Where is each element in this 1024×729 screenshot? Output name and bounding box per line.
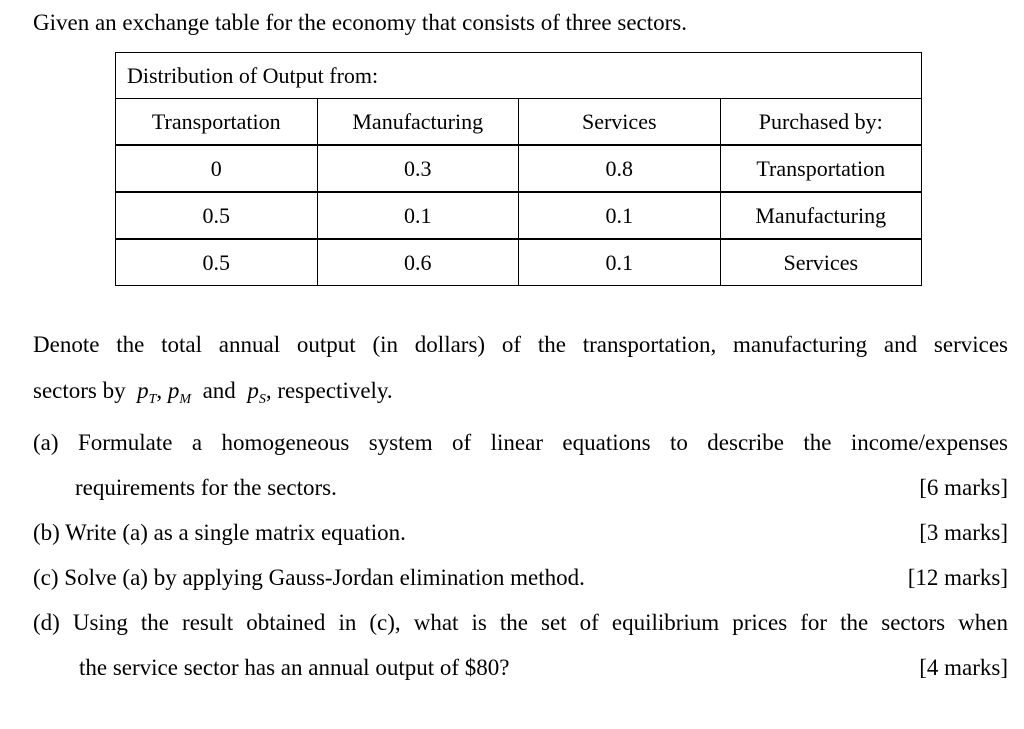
var-p-t: $p_T$ bbox=[137, 378, 157, 407]
question-c-marks: [12 marks] bbox=[907, 565, 1008, 590]
table-header-row bbox=[116, 99, 922, 146]
question-a-line-2: requirements for the sectors. bbox=[75, 475, 337, 500]
question-b-line-1: (b) Write (a) as a single matrix equation. bbox=[33, 520, 406, 545]
table-row bbox=[116, 145, 922, 192]
table-caption-row bbox=[116, 53, 922, 99]
header-purchased-by: Purchased by: bbox=[720, 99, 922, 146]
header-manufacturing: Manufacturing bbox=[317, 99, 519, 146]
question-b-marks: [3 marks] bbox=[919, 520, 1008, 545]
table-cell: Manufacturing bbox=[720, 192, 922, 239]
table-cell: 0.5 bbox=[116, 239, 318, 286]
and-text: and bbox=[202, 378, 236, 403]
var-p-s: $p_S$ bbox=[247, 378, 266, 407]
table-cell: 0.3 bbox=[317, 145, 519, 192]
question-d-line-2: the service sector has an annual output of $80? bbox=[79, 655, 510, 680]
respectively-text: , respectively. bbox=[265, 378, 393, 403]
table-cell: 0.6 bbox=[317, 239, 519, 286]
intro-text: Given an exchange table for the economy that consists of three sectors. bbox=[33, 10, 687, 35]
definition-paragraph bbox=[33, 322, 1008, 423]
table-cell: Transportation bbox=[720, 145, 922, 192]
table-cell: 0.1 bbox=[317, 192, 519, 239]
question-a-line-1: (a) Formulate a homogeneous system of linear equations to describe the income/expenses bbox=[33, 430, 1008, 455]
header-services: Services bbox=[519, 99, 721, 146]
var-p-m: $p_M$ bbox=[167, 378, 192, 407]
sectors-by-text: sectors by bbox=[33, 378, 126, 403]
question-d-line-1: (d) Using the result obtained in (c), what is the set of equilibrium prices for the sectors when bbox=[33, 610, 1008, 635]
table-cell: Services bbox=[720, 239, 922, 286]
question-b bbox=[33, 510, 1008, 555]
header-transportation: Transportation bbox=[116, 99, 318, 146]
question-c bbox=[33, 555, 1008, 600]
question-a bbox=[33, 420, 1008, 510]
table-cell: 0.5 bbox=[116, 192, 318, 239]
table-row bbox=[116, 192, 922, 239]
table-cell: 0 bbox=[116, 145, 318, 192]
table-cell: 0.1 bbox=[519, 239, 721, 286]
definition-line-2: sectors by $p_T$, $p_M$ and $p_S$, respectively. bbox=[33, 378, 393, 407]
question-d bbox=[33, 600, 1008, 690]
table-cell: 0.8 bbox=[519, 145, 721, 192]
exchange-table bbox=[115, 52, 922, 286]
table-cell: 0.1 bbox=[519, 192, 721, 239]
questions-list bbox=[33, 420, 1008, 690]
definition-line-1: Denote the total annual output (in dollars) of the transportation, manufacturing and services bbox=[33, 332, 1008, 357]
question-d-marks: [4 marks] bbox=[919, 655, 1008, 680]
table-caption: Distribution of Output from: bbox=[116, 53, 922, 99]
question-c-line-1: (c) Solve (a) by applying Gauss-Jordan elimination method. bbox=[33, 565, 585, 590]
question-a-marks: [6 marks] bbox=[919, 475, 1008, 500]
table-row bbox=[116, 239, 922, 286]
